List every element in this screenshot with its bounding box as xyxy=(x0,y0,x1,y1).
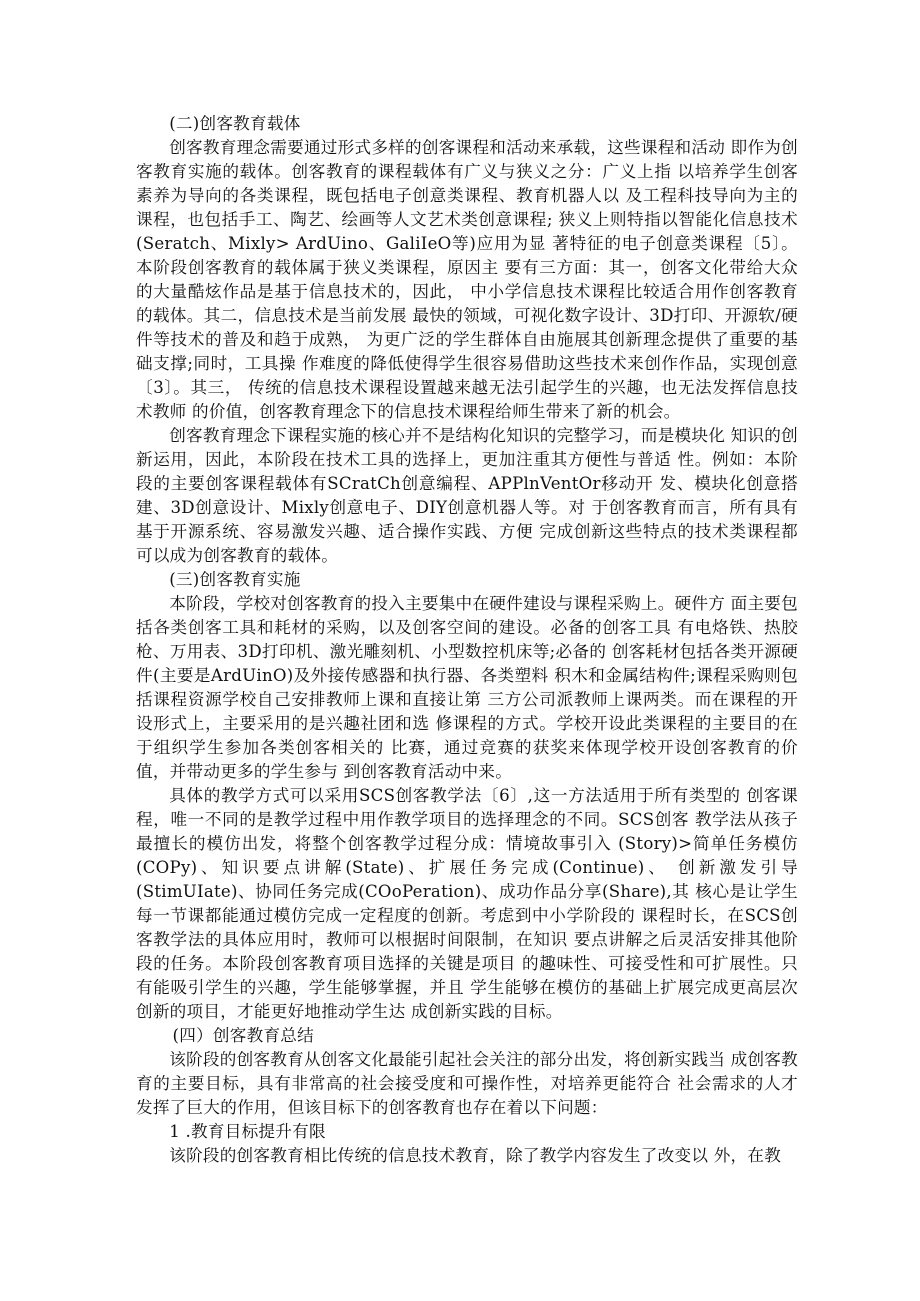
document-body xyxy=(136,112,798,1168)
paragraph-goal: 该阶段的创客教育相比传统的信息技术教育，除了教学内容发生了改变以 外，在教 xyxy=(169,1146,782,1165)
paragraph-summary: 该阶段的创客教育从创客文化最能引起社会关注的部分出发，将创新实践当 成创客教育的主要目标，具有非常高的社会接受度和可操作性，对培养更能符合 社会需求的人才发挥了巨大的作用，但该目标下的创客教育也存在着以下问题： xyxy=(136,1050,798,1117)
paragraph-carrier-tools: 创客教育理念下课程实施的核心并不是结构化知识的完整学习，而是模块化 知识的创新运用，因此，本阶段在技术工具的选择上，更加注重其方便性与普适 性。例如：本阶段的主要创客课程载体有SCratCh创意编程、APPlnVentOr移动开 发、模块化创意搭建、3D创意设计、Mixly创意电子、DIY创意机器人等。对 于创客教育而言，所有具有基于开源系统、容易激发兴趣、适合操作实践、方便 完成创新这些特点的技术类课程都可以成为创客教育的载体。 xyxy=(136,426,798,565)
section-heading-implementation: (三)创客教育实施 xyxy=(169,570,301,589)
paragraph-implementation-hardware: 本阶段，学校对创客教育的投入主要集中在硬件建设与课程采购上。硬件方 面主要包括各类创客工具和耗材的采购，以及创客空间的建设。必备的创客工具 有电烙铁、热胶枪、万用表、3D打印机、激光雕刻机、小型数控机床等;必备的 创客耗材包括各类开源硬件(主要是ArdUinO)及外接传感器和执行器、各类塑料 积木和金属结构件;课程采购则包括课程资源学校自己安排教师上课和直接让第 三方公司派教师上课两类。而在课程的开设形式上，主要采用的是兴趣社团和选 修课程的方式。学校开设此类课程的主要目的在于组织学生参加各类创客相关的 比赛，通过竞赛的获奖来体现学校开设创客教育的价值，并带动更多的学生参与 到创客教育活动中来。 xyxy=(136,594,798,781)
paragraph-carrier-definition: 创客教育理念需要通过形式多样的创客课程和活动来承载，这些课程和活动 即作为创客教育实施的载体。创客教育的课程载体有广义与狭义之分：广义上指 以培养学生创客素养为导向的各类课程，既包括电子创意类课程、教育机器人以 及工程科技导向为主的课程，也包括手工、陶艺、绘画等人文艺术类创意课程; 狭义上则特指以智能化信息技术(Seratch、Mixly> ArdUino、GaliIeO等)应用为显 著特征的电子创意类课程〔5〕。本阶段创客教育的载体属于狭义类课程，原因主 要有三方面：其一，创客文化带给大众的大量酷炫作品是基于信息技术的，因此， 中小学信息技术课程比较适合用作创客教育的载体。其二，信息技术是当前发展 最快的领域，可视化数字设计、3D打印、开源软/硬件等技术的普及和趋于成熟， 为更广泛的学生群体自由施展其创新理念提供了重要的基础支撑;同时，工具操 作难度的降低使得学生很容易借助这些技术来创作作品，实现创意〔3〕。其三， 传统的信息技术课程设置越来越无法引起学生的兴趣，也无法发挥信息技术教师 的价值，创客教育理念下的信息技术课程给师生带来了新的机会。 xyxy=(136,138,798,421)
paragraph-implementation-method: 具体的教学方式可以采用SCS创客教学法〔6〕,这一方法适用于所有类型的 创客课程，唯一不同的是教学过程中用作教学项目的选择理念的不同。SCS创客 教学法从孩子最擅长的模仿出发，将整个创客教学过程分成：情境故事引入 (Story)>简单任务模仿(COPy)、知识要点讲解(State)、扩展任务完成(Continue)、 创新激发引导(StimUIate)、协同任务完成(COoPeration)、成功作品分享(Share),其 核心是让学生每一节课都能通过模仿完成一定程度的创新。考虑到中小学阶段的 课程时长，在SCS创客教学法的具体应用时，教师可以根据时间限制，在知识 要点讲解之后灵活安排其他阶段的任务。本阶段创客教育项目选择的关键是项目 的趣味性、可接受性和可扩展性。只有能吸引学生的兴趣，学生能够掌握，并且 学生能够在模仿的基础上扩展完成更高层次创新的项目，才能更好地推动学生达 成创新实践的目标。 xyxy=(136,786,798,1021)
section-heading-summary: (四）创客教育总结 xyxy=(172,1026,314,1045)
subsection-heading-goal: 1 .教育目标提升有限 xyxy=(169,1122,326,1141)
section-heading-carrier: (二)创客教育载体 xyxy=(169,114,301,133)
